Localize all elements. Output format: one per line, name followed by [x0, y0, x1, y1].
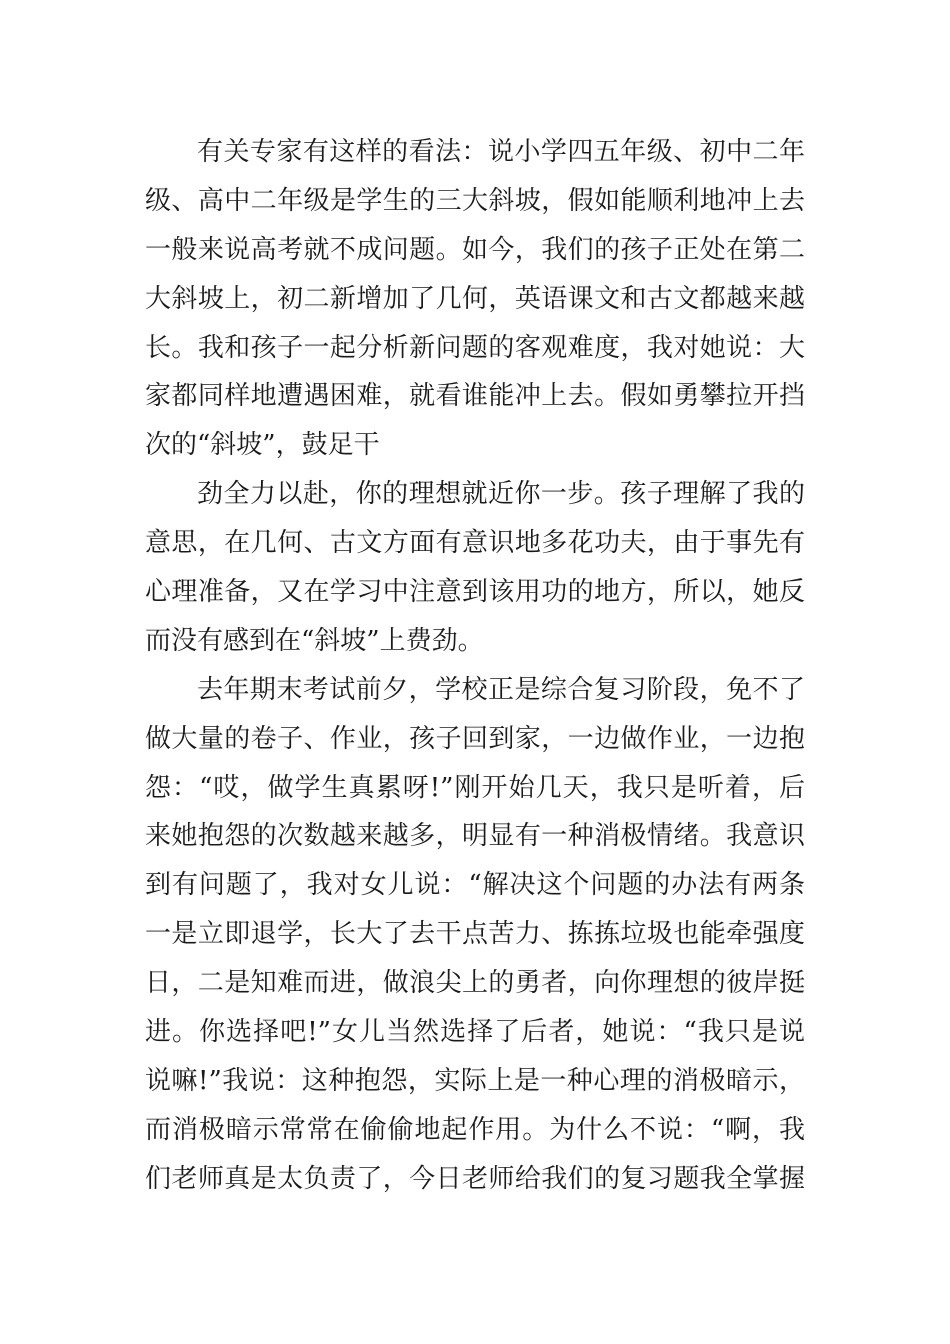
paragraph-line: 到有问题了，我对女儿说：“解决这个问题的办法有两条 [145, 870, 805, 901]
body-text [145, 128, 805, 1204]
paragraph-line: 家都同样地遭遇困难，就看谁能冲上去。假如勇攀拉开挡 [145, 381, 805, 412]
paragraph-line: 而没有感到在“斜坡”上费劲。 [145, 625, 484, 656]
paragraph-line: 大斜坡上，初二新增加了几何，英语课文和古文都越来越 [145, 283, 805, 314]
paragraph-line: 说嘛!”我说：这种抱怨，实际上是一种心理的消极暗示， [145, 1065, 805, 1096]
paragraph-line: 们老师真是太负责了，今日老师给我们的复习题我全掌握 [145, 1163, 805, 1194]
paragraph-line: 来她抱怨的次数越来越多，明显有一种消极情绪。我意识 [145, 821, 805, 852]
paragraph-line: 日，二是知难而进，做浪尖上的勇者，向你理想的彼岸挺 [145, 968, 805, 999]
paragraph-line: 有关专家有这样的看法：说小学四五年级、初中二年 [197, 137, 805, 167]
paragraph-line: 意思，在几何、古文方面有意识地多花功夫，由于事先有 [145, 528, 805, 559]
paragraph-line: 去年期末考试前夕，学校正是综合复习阶段，免不了 [197, 674, 805, 705]
paragraph-line: 做大量的卷子、作业，孩子回到家，一边做作业，一边抱 [145, 723, 805, 754]
paragraph-line: 而消极暗示常常在偷偷地起作用。为什么不说：“啊，我 [145, 1114, 805, 1145]
paragraph-line: 级、高中二年级是学生的三大斜坡，假如能顺利地冲上去 [145, 185, 805, 216]
paragraph-line: 次的“斜坡”，鼓足干 [145, 430, 380, 461]
paragraph-line: 一般来说高考就不成问题。如今，我们的孩子正处在第二 [145, 234, 805, 265]
paragraph-line: 长。我和孩子一起分析新问题的客观难度，我对她说：大 [145, 332, 805, 363]
paragraph-line: 劲全力以赴，你的理想就近你一步。孩子理解了我的 [197, 479, 805, 510]
paragraph-line: 心理准备，又在学习中注意到该用功的地方，所以，她反 [145, 577, 805, 608]
paragraph-line: 怨：“哎，做学生真累呀!”刚开始几天，我只是听着，后 [145, 772, 805, 803]
paragraph-line: 一是立即退学，长大了去干点苦力、拣拣垃圾也能牵强度 [145, 919, 805, 950]
paragraph-line: 进。你选择吧!”女儿当然选择了后者，她说：“我只是说 [145, 1017, 805, 1048]
